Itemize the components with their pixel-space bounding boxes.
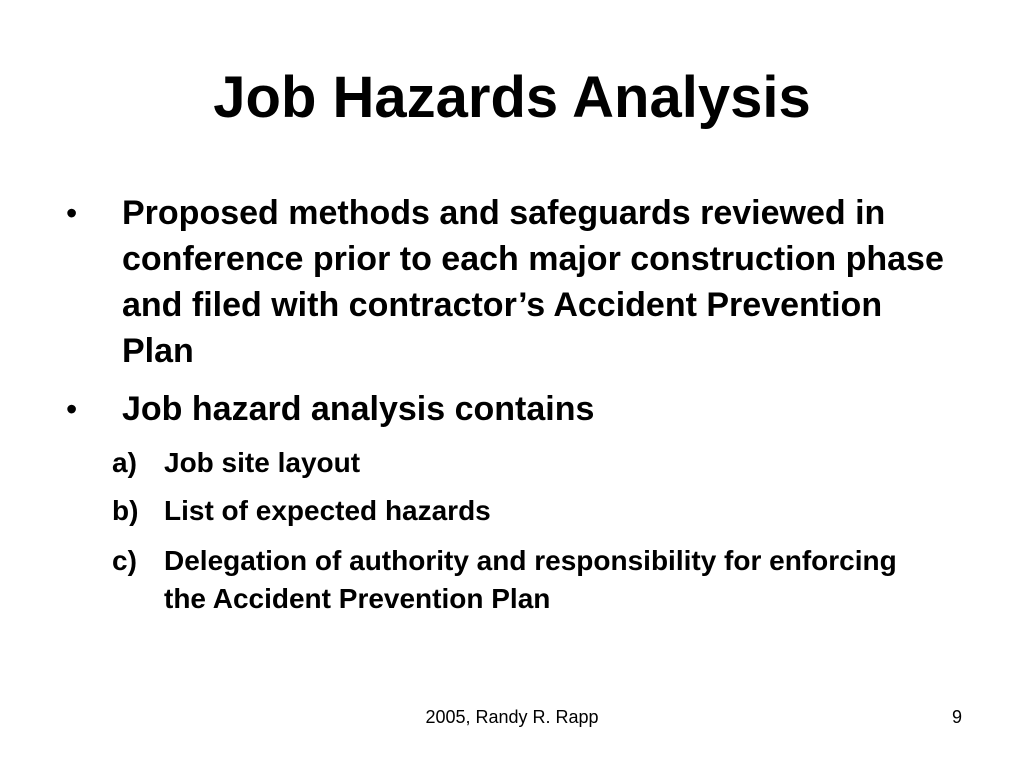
sub-item (112, 492, 912, 530)
sub-item (112, 542, 912, 618)
sub-item-text: Job site layout (164, 447, 361, 478)
bullet-item (66, 190, 966, 374)
page-number: 9 (951, 707, 962, 727)
bullet-marker: • (66, 391, 78, 427)
sub-item (112, 444, 912, 482)
footer-credit: 2005, Randy R. Rapp (425, 707, 599, 727)
sub-item-marker: a) (112, 447, 137, 478)
bullet-item (66, 386, 966, 432)
sub-item-marker: c) (112, 545, 137, 576)
sub-item-text: Delegation of authority and responsibility for enforcing the Accident Prevention Plan (164, 545, 897, 614)
bullet-text: Job hazard analysis contains (122, 390, 595, 428)
bullet-marker: • (66, 195, 78, 231)
sub-item-marker: b) (112, 495, 139, 526)
sub-item-text: List of expected hazards (164, 495, 491, 526)
slide-title: Job Hazards Analysis (213, 65, 811, 130)
bullet-text: Proposed methods and safeguards reviewed in conference prior to each major construction phase and filed with contractor’s Accident Prevention Plan (122, 194, 944, 370)
